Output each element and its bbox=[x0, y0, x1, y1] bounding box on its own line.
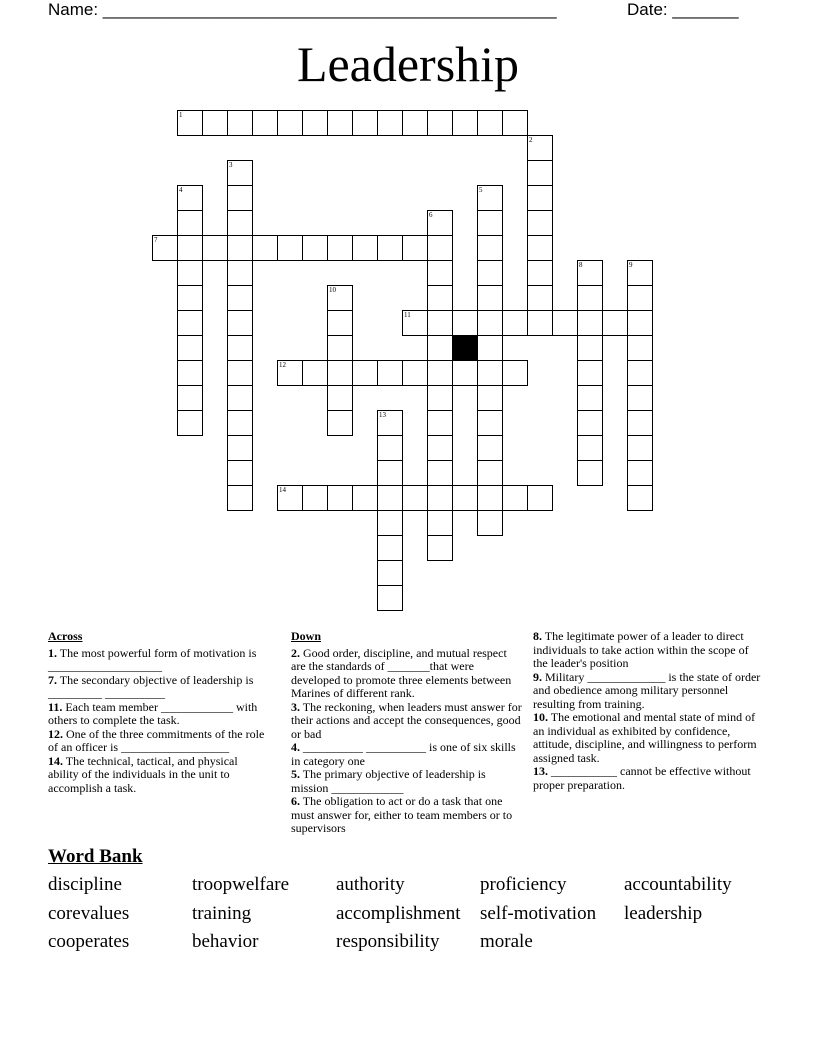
clue-number: 5. bbox=[291, 767, 300, 781]
grid-cell[interactable] bbox=[577, 410, 603, 436]
grid-cell[interactable] bbox=[227, 335, 253, 361]
grid-cell[interactable] bbox=[577, 460, 603, 486]
across-clues bbox=[48, 630, 270, 795]
clue-text: __________ __________ is one of six skills in category one bbox=[291, 740, 516, 768]
clue-number: 8. bbox=[533, 629, 542, 643]
grid-cell[interactable] bbox=[302, 485, 328, 511]
grid-cell[interactable] bbox=[227, 210, 253, 236]
clue bbox=[291, 701, 523, 742]
grid-cell[interactable] bbox=[377, 560, 403, 586]
grid-cell[interactable] bbox=[577, 285, 603, 311]
grid-cell[interactable] bbox=[377, 535, 403, 561]
grid-cell[interactable] bbox=[427, 110, 453, 136]
grid-cell[interactable] bbox=[527, 485, 553, 511]
grid-cell[interactable] bbox=[527, 135, 553, 161]
clue-number: 9 bbox=[629, 261, 633, 269]
grid-cell[interactable] bbox=[227, 160, 253, 186]
name-field[interactable]: Name: ________________________________________________ bbox=[48, 0, 557, 19]
grid-cell[interactable] bbox=[477, 110, 503, 136]
grid-cell[interactable] bbox=[377, 435, 403, 461]
clue-number: 1. bbox=[48, 645, 57, 660]
grid-cell[interactable] bbox=[452, 110, 478, 136]
grid-cell[interactable] bbox=[427, 235, 453, 261]
clue bbox=[48, 728, 270, 755]
grid-cell[interactable] bbox=[177, 410, 203, 436]
clue bbox=[291, 741, 523, 768]
grid-cell[interactable] bbox=[227, 460, 253, 486]
clue-number: 13 bbox=[379, 411, 386, 419]
grid-cell[interactable] bbox=[427, 510, 453, 536]
clue-number: 10 bbox=[329, 286, 336, 294]
word-bank-item: discipline bbox=[48, 874, 122, 895]
clue-number: 14. bbox=[48, 753, 63, 768]
grid-cell[interactable] bbox=[627, 410, 653, 436]
grid-cell[interactable] bbox=[477, 285, 503, 311]
grid-cell[interactable] bbox=[227, 110, 253, 136]
clue bbox=[48, 755, 270, 796]
grid-cell[interactable] bbox=[402, 110, 428, 136]
clue-number: 12. bbox=[48, 726, 63, 741]
grid-cell[interactable] bbox=[352, 360, 378, 386]
grid-cell[interactable] bbox=[177, 260, 203, 286]
grid-cell[interactable] bbox=[502, 360, 528, 386]
grid-cell[interactable] bbox=[477, 310, 503, 336]
grid-cell[interactable] bbox=[627, 335, 653, 361]
down-heading: Down bbox=[291, 629, 322, 643]
grid-cell[interactable] bbox=[527, 210, 553, 236]
grid-cell[interactable] bbox=[227, 185, 253, 211]
page-title: Leadership bbox=[296, 36, 520, 92]
clue-number: 6. bbox=[291, 794, 300, 808]
clue-number: 5 bbox=[479, 186, 483, 194]
clue-number: 3. bbox=[291, 699, 300, 714]
grid-cell[interactable] bbox=[477, 185, 503, 211]
grid-cell[interactable] bbox=[377, 235, 403, 261]
clue-text: The technical, tactical, and physical ability of the individuals in the unit to accomplish a task. bbox=[48, 753, 238, 795]
grid-cell[interactable] bbox=[477, 435, 503, 461]
grid-cell[interactable] bbox=[427, 485, 453, 511]
grid-cell[interactable] bbox=[577, 435, 603, 461]
grid-cell[interactable] bbox=[577, 310, 603, 336]
grid-cell[interactable] bbox=[377, 585, 403, 611]
clue-number: 1 bbox=[179, 111, 183, 119]
grid-cell[interactable] bbox=[477, 360, 503, 386]
grid-cell[interactable] bbox=[277, 360, 303, 386]
grid-cell[interactable] bbox=[377, 460, 403, 486]
grid-cell[interactable] bbox=[252, 110, 278, 136]
grid-cell[interactable] bbox=[227, 235, 253, 261]
clue bbox=[291, 647, 523, 701]
grid-cell[interactable] bbox=[327, 235, 353, 261]
grid-cell[interactable] bbox=[527, 260, 553, 286]
word-bank-title: Word Bank bbox=[48, 846, 143, 867]
grid-cell[interactable] bbox=[277, 485, 303, 511]
grid-cell[interactable] bbox=[227, 260, 253, 286]
clue-text: The obligation to act or do a task that one must answer for, either to team members or to supervisors bbox=[291, 794, 513, 835]
grid-cell[interactable] bbox=[177, 285, 203, 311]
grid-cell[interactable] bbox=[227, 310, 253, 336]
clue-text: The reckoning, when leaders must answer for their actions and accept the consequences, good or bad bbox=[291, 699, 522, 741]
grid-cell[interactable] bbox=[627, 285, 653, 311]
grid-cell[interactable] bbox=[302, 235, 328, 261]
grid-cell[interactable] bbox=[402, 360, 428, 386]
word-bank-item: behavior bbox=[192, 931, 259, 952]
grid-cell[interactable] bbox=[327, 285, 353, 311]
clue-text: The secondary objective of leadership is _________ __________ bbox=[48, 672, 254, 700]
clue-number: 2 bbox=[529, 136, 533, 144]
word-bank-item: training bbox=[192, 903, 252, 924]
grid-cell[interactable] bbox=[477, 210, 503, 236]
grid-cell[interactable] bbox=[577, 385, 603, 411]
clue-number: 12 bbox=[279, 361, 286, 369]
word-bank-item: morale bbox=[480, 931, 533, 952]
grid-cell[interactable] bbox=[352, 110, 378, 136]
grid-cell[interactable] bbox=[602, 310, 628, 336]
grid-cell[interactable] bbox=[227, 485, 253, 511]
grid-cell[interactable] bbox=[327, 360, 353, 386]
grid-cell[interactable] bbox=[327, 110, 353, 136]
clue-number: 7 bbox=[154, 236, 158, 244]
clue-text: Each team member ____________ with others to complete the task. bbox=[48, 699, 258, 727]
grid-cell[interactable] bbox=[277, 235, 303, 261]
grid-cell[interactable] bbox=[477, 385, 503, 411]
grid-cell[interactable] bbox=[477, 235, 503, 261]
grid-cell[interactable] bbox=[227, 385, 253, 411]
clue-number: 8 bbox=[579, 261, 583, 269]
grid-cell[interactable] bbox=[627, 385, 653, 411]
grid-cell[interactable] bbox=[577, 335, 603, 361]
grid-cell[interactable] bbox=[477, 410, 503, 436]
word-bank-item: authority bbox=[336, 874, 405, 895]
grid-cell[interactable] bbox=[427, 210, 453, 236]
down-clues bbox=[291, 630, 523, 836]
grid-cell[interactable] bbox=[302, 110, 328, 136]
grid-cell[interactable] bbox=[527, 310, 553, 336]
clue bbox=[533, 671, 765, 712]
word-bank-item: troopwelfare bbox=[192, 874, 290, 895]
word-bank-item: leadership bbox=[624, 903, 703, 924]
clue-number: 11. bbox=[48, 699, 63, 714]
clue bbox=[48, 701, 270, 728]
grid-cell[interactable] bbox=[177, 110, 203, 136]
clue bbox=[533, 630, 765, 671]
grid-cell[interactable] bbox=[527, 235, 553, 261]
grid-cell[interactable] bbox=[427, 360, 453, 386]
grid-cell[interactable] bbox=[402, 235, 428, 261]
grid-cell[interactable] bbox=[302, 360, 328, 386]
grid-cell[interactable] bbox=[627, 485, 653, 511]
grid-cell[interactable] bbox=[177, 360, 203, 386]
grid-cell[interactable] bbox=[552, 310, 578, 336]
clue-number: 14 bbox=[279, 486, 286, 494]
grid-cell[interactable] bbox=[477, 335, 503, 361]
clue bbox=[48, 674, 270, 701]
clue bbox=[291, 768, 523, 795]
grid-cell[interactable] bbox=[402, 310, 428, 336]
clue-number: 7. bbox=[48, 672, 57, 687]
grid-cell[interactable] bbox=[377, 510, 403, 536]
grid-cell[interactable] bbox=[477, 260, 503, 286]
grid-cell[interactable] bbox=[427, 335, 453, 361]
grid-cell[interactable] bbox=[527, 285, 553, 311]
grid-cell[interactable] bbox=[227, 360, 253, 386]
grid-cell[interactable] bbox=[627, 360, 653, 386]
word-bank-item: proficiency bbox=[480, 874, 567, 895]
across-heading: Across bbox=[48, 629, 83, 643]
grid-cell[interactable] bbox=[177, 210, 203, 236]
grid-cell[interactable] bbox=[377, 110, 403, 136]
down-clues-continued bbox=[533, 630, 765, 792]
word-bank-item: responsibility bbox=[336, 931, 440, 952]
grid-cell[interactable] bbox=[577, 260, 603, 286]
clue bbox=[533, 765, 765, 792]
grid-cell[interactable] bbox=[502, 485, 528, 511]
clue-text: The most powerful form of motivation is ___________________ bbox=[48, 645, 257, 673]
grid-cell[interactable] bbox=[327, 335, 353, 361]
clue-number: 3 bbox=[229, 161, 233, 169]
clue bbox=[533, 711, 765, 765]
grid-cell[interactable] bbox=[202, 235, 228, 261]
grid-cell[interactable] bbox=[177, 310, 203, 336]
clue-text: The legitimate power of a leader to direct individuals to take action within the scope of the leader's position bbox=[533, 629, 749, 670]
grid-cell[interactable] bbox=[352, 485, 378, 511]
grid-cell[interactable] bbox=[477, 460, 503, 486]
word-bank-item: accomplishment bbox=[336, 903, 461, 924]
word-bank-item: self-motivation bbox=[480, 903, 597, 924]
grid-cell[interactable] bbox=[627, 310, 653, 336]
clue-text: The primary objective of leadership is mission ____________ bbox=[291, 767, 486, 795]
grid-block bbox=[452, 335, 478, 361]
grid-cell[interactable] bbox=[327, 310, 353, 336]
clue bbox=[48, 647, 270, 674]
grid-cell[interactable] bbox=[427, 410, 453, 436]
word-bank-item: accountability bbox=[624, 874, 732, 895]
word-bank-item: cooperates bbox=[48, 931, 130, 952]
grid-cell[interactable] bbox=[427, 535, 453, 561]
grid-cell[interactable] bbox=[427, 435, 453, 461]
clue-number: 4. bbox=[291, 740, 300, 754]
clue-text: The emotional and mental state of mind of an individual as exhibited by confidence, attitude, discipline, and willingness to perform assigned task. bbox=[533, 710, 757, 765]
grid-cell[interactable] bbox=[327, 385, 353, 411]
date-field[interactable]: Date: _______ bbox=[627, 0, 739, 19]
grid-cell[interactable] bbox=[402, 485, 428, 511]
grid-cell[interactable] bbox=[452, 310, 478, 336]
clue-text: Good order, discipline, and mutual respect are the standards of _______that were developed to promote three elements between Marines of different rank. bbox=[291, 645, 512, 700]
grid-cell[interactable] bbox=[427, 285, 453, 311]
grid-cell[interactable] bbox=[177, 185, 203, 211]
grid-cell[interactable] bbox=[427, 460, 453, 486]
grid-cell[interactable] bbox=[427, 385, 453, 411]
grid-cell[interactable] bbox=[627, 435, 653, 461]
clue-text: One of the three commitments of the role of an officer is __________________ bbox=[48, 726, 265, 754]
grid-cell[interactable] bbox=[327, 410, 353, 436]
grid-cell[interactable] bbox=[477, 510, 503, 536]
clue-number: 2. bbox=[291, 645, 300, 660]
grid-cell[interactable] bbox=[627, 460, 653, 486]
word-bank-item: corevalues bbox=[48, 903, 130, 924]
grid-cell[interactable] bbox=[377, 410, 403, 436]
grid-cell[interactable] bbox=[502, 110, 528, 136]
grid-cell[interactable] bbox=[327, 485, 353, 511]
grid-cell[interactable] bbox=[277, 110, 303, 136]
grid-cell[interactable] bbox=[202, 110, 228, 136]
grid-cell[interactable] bbox=[527, 160, 553, 186]
clue-text: ___________ cannot be effective without proper preparation. bbox=[533, 764, 751, 792]
grid-cell[interactable] bbox=[177, 235, 203, 261]
grid-cell[interactable] bbox=[177, 385, 203, 411]
clue-number: 9. bbox=[533, 669, 542, 684]
grid-cell[interactable] bbox=[177, 335, 203, 361]
grid-cell[interactable] bbox=[377, 485, 403, 511]
clue-number: 11 bbox=[404, 311, 411, 319]
grid-cell[interactable] bbox=[352, 235, 378, 261]
grid-cell[interactable] bbox=[377, 360, 403, 386]
grid-cell[interactable] bbox=[577, 360, 603, 386]
grid-cell[interactable] bbox=[527, 185, 553, 211]
clue bbox=[291, 795, 523, 836]
grid-cell[interactable] bbox=[627, 260, 653, 286]
clue-number: 10. bbox=[533, 710, 548, 724]
grid-cell[interactable] bbox=[427, 260, 453, 286]
clue-text: Military _____________ is the state of order and obedience among military personnel resulting from training. bbox=[533, 669, 761, 711]
grid-cell[interactable] bbox=[227, 410, 253, 436]
clue-number: 13. bbox=[533, 764, 548, 778]
grid-cell[interactable] bbox=[427, 310, 453, 336]
clue-number: 4 bbox=[179, 186, 183, 194]
clue-number: 6 bbox=[429, 211, 433, 219]
grid-cell[interactable] bbox=[502, 310, 528, 336]
grid-cell[interactable] bbox=[227, 435, 253, 461]
grid-cell[interactable] bbox=[152, 235, 178, 261]
grid-cell[interactable] bbox=[477, 485, 503, 511]
grid-cell[interactable] bbox=[252, 235, 278, 261]
grid-cell[interactable] bbox=[452, 360, 478, 386]
grid-cell[interactable] bbox=[452, 485, 478, 511]
grid-cell[interactable] bbox=[227, 285, 253, 311]
